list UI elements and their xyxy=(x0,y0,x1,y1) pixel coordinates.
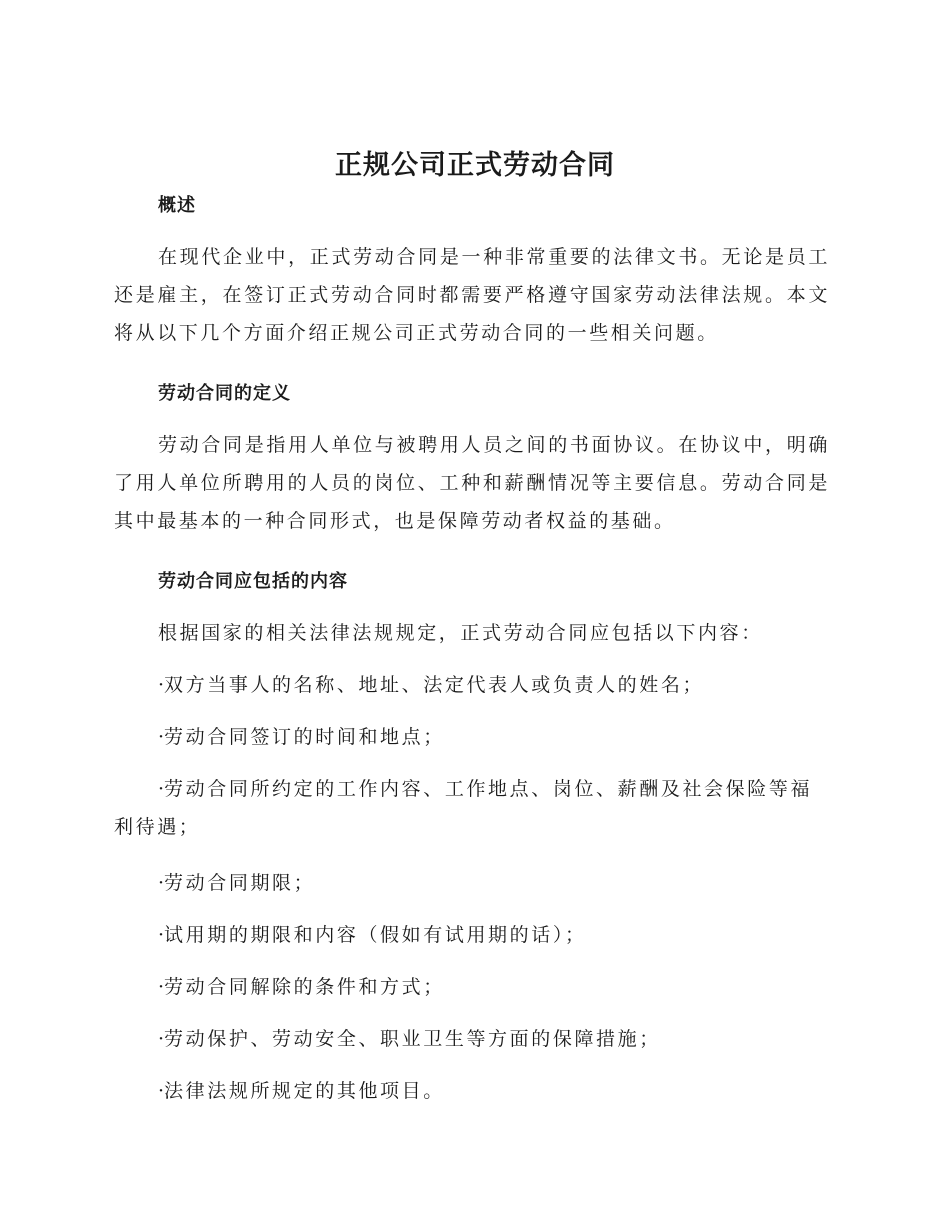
bullet-dot: · xyxy=(158,726,165,748)
bullet-dot: · xyxy=(158,674,165,696)
bullet-dot: · xyxy=(158,924,165,946)
document-title: 正规公司正式劳动合同 xyxy=(335,150,615,181)
bullet-dot: · xyxy=(158,778,165,800)
list-item: ·劳动合同签订的时间和地点； xyxy=(158,726,445,748)
section-heading-overview: 概述 xyxy=(158,195,196,216)
bullet-dot: · xyxy=(158,872,165,894)
contents-intro-paragraph: 根据国家的相关法律法规规定，正式劳动合同应包括以下内容： xyxy=(158,622,763,644)
list-item: ·劳动合同期限； xyxy=(158,872,316,894)
list-item: ·劳动合同所约定的工作内容、工作地点、岗位、薪酬及社会保险等福利待遇； xyxy=(114,778,813,838)
list-item: ·双方当事人的名称、地址、法定代表人或负责人的姓名； xyxy=(158,674,705,696)
list-item: ·劳动保护、劳动安全、职业卫生等方面的保障措施； xyxy=(158,1028,661,1050)
list-item: ·劳动合同解除的条件和方式； xyxy=(158,976,445,998)
list-item: ·试用期的期限和内容（假如有试用期的话）； xyxy=(158,924,587,946)
definition-paragraph: 劳动合同是指用人单位与被聘用人员之间的书面协议。在协议中，明确了用人单位所聘用的人员的岗位、工种和薪酬情况等主要信息。劳动合同是其中最基本的一种合同形式，也是保障劳动者权益的基础。 xyxy=(114,434,830,532)
bullet-dot: · xyxy=(158,1028,165,1050)
section-heading-definition: 劳动合同的定义 xyxy=(158,383,291,404)
overview-paragraph: 在现代企业中，正式劳动合同是一种非常重要的法律文书。无论是员工还是雇主，在签订正式劳动合同时都需要严格遵守国家劳动法律法规。本文将从以下几个方面介绍正规公司正式劳动合同的一些相关问题。 xyxy=(114,246,830,344)
list-item: ·法律法规所规定的其他项目。 xyxy=(158,1080,445,1102)
bullet-dot: · xyxy=(158,976,165,998)
bullet-dot: · xyxy=(158,1080,165,1102)
section-heading-contents: 劳动合同应包括的内容 xyxy=(158,571,348,592)
